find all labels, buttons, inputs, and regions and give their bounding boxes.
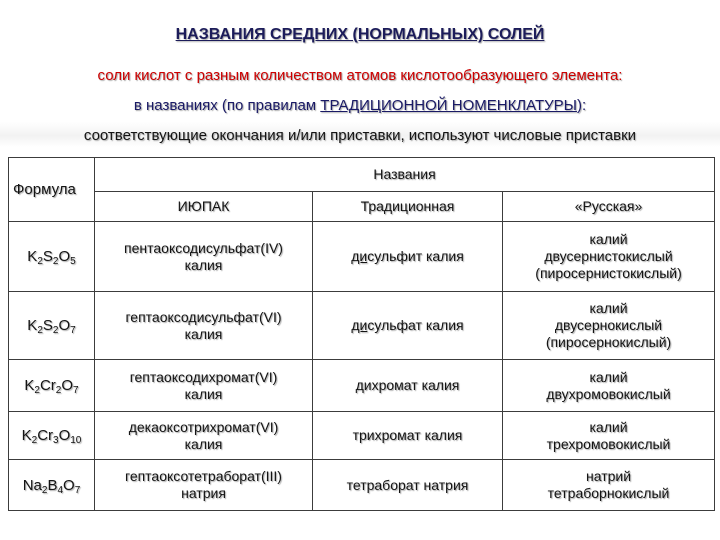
iupac-name: гептаоксотетраборат(III): [125, 468, 282, 484]
formula-element: O: [58, 427, 71, 444]
iupac-name: гептаоксодихромат(VI): [129, 368, 278, 385]
column-header-russian: «Русская»: [503, 192, 715, 222]
iupac-name-cell: [95, 412, 313, 460]
traditional-name-cell: [313, 292, 503, 360]
russian-name-line: (пиросернистокислый): [535, 265, 682, 281]
table-row: [9, 360, 715, 412]
formula-element: O: [61, 377, 74, 394]
formula-element: K: [24, 377, 35, 394]
iupac-name: пентаоксодисульфат(IV): [124, 239, 283, 256]
formula-element: O: [63, 476, 75, 494]
formula-index: 7: [73, 385, 79, 396]
table-row: [9, 222, 715, 292]
formula-cell: [9, 360, 95, 412]
formula-element: K: [27, 317, 38, 334]
formula-index: 7: [74, 484, 81, 496]
iupac-name: гептаоксодисульфат(VI): [125, 308, 282, 325]
formula-index: 2: [55, 385, 62, 396]
russian-name-line: калий: [589, 231, 628, 247]
iupac-name-cell: [95, 222, 313, 292]
traditional-name: сульфит калия: [367, 248, 464, 264]
formula-element: S: [42, 248, 53, 265]
russian-name-line: калий: [589, 300, 628, 316]
russian-name-line: тетраборнокислый: [547, 485, 670, 501]
russian-name-line: трехромовокислый: [546, 435, 671, 452]
traditional-prefix: ди: [351, 317, 368, 333]
formula-index: 7: [70, 325, 76, 336]
iupac-name-cation: калия: [184, 435, 223, 452]
formula-index: 3: [53, 435, 59, 446]
formula-header: Формула: [9, 158, 95, 222]
formula-cell: [9, 222, 95, 292]
formula-cell: [9, 412, 95, 460]
russian-name-cell: [503, 292, 715, 360]
iupac-name-cation: калия: [184, 325, 223, 342]
subtitle-acids: соли кислот с разным количеством атомов кислотообразующего элемента:: [97, 67, 623, 84]
formula-element: O: [58, 248, 71, 265]
subtitle-prefixes: соответствующие окончания и/или приставки, используют числовые приставки: [83, 127, 637, 144]
russian-name-line: двухромовокислый: [546, 385, 671, 402]
formula-index: 2: [37, 325, 43, 336]
formula-index: 2: [37, 256, 43, 267]
traditional-name-cell: [313, 222, 503, 292]
formula-element: Cr: [37, 427, 54, 444]
formula-index: 2: [52, 256, 59, 267]
column-header-iupac: ИЮПАК: [95, 192, 313, 222]
russian-name-line: (пиросернокислый): [545, 334, 672, 350]
table-row: [9, 412, 715, 460]
traditional-name: дихромат калия: [313, 360, 503, 412]
traditional-name: сульфат калия: [367, 317, 464, 333]
formula-index: 2: [52, 325, 59, 336]
formula-index: 10: [70, 435, 82, 446]
traditional-name: трихромат калия: [313, 412, 503, 460]
formula-index: 4: [57, 484, 64, 496]
formula-index: 5: [70, 256, 76, 267]
iupac-name-cell: [95, 460, 313, 511]
page-title: НАЗВАНИЯ СРЕДНИХ (НОРМАЛЬНЫХ) СОЛЕЙ: [175, 26, 545, 43]
russian-name-cell: [503, 222, 715, 292]
russian-name-cell: [503, 360, 715, 412]
russian-name-line: калий: [589, 418, 628, 435]
table-row: [9, 292, 715, 360]
formula-index: 2: [31, 435, 38, 446]
russian-name-line: натрий: [585, 468, 632, 484]
formula-index: 2: [41, 484, 48, 496]
subtitle-nomenclature-prefix: в названиях (по правилам: [133, 97, 321, 114]
traditional-name: тетраборат натрия: [313, 460, 503, 511]
iupac-name-cation: натрия: [181, 485, 226, 501]
formula-element: Na: [22, 476, 42, 494]
subtitle-nomenclature-suffix: ):: [576, 97, 587, 114]
names-header: Названия: [95, 158, 715, 192]
formula-element: B: [47, 476, 58, 494]
iupac-name-cation: калия: [184, 385, 223, 402]
formula-element: K: [21, 427, 32, 444]
table-row: [9, 460, 715, 511]
formula-cell: [9, 292, 95, 360]
formula-element: K: [27, 248, 38, 265]
russian-name-cell: [503, 412, 715, 460]
formula-cell: [9, 460, 95, 511]
russian-name-line: двусернокислый: [554, 317, 663, 333]
subtitle-nomenclature-term: ТРАДИЦИОННОЙ НОМЕНКЛАТУРЫ: [320, 97, 577, 114]
iupac-name-cation: калия: [184, 256, 223, 273]
subtitle-nomenclature: [0, 97, 720, 114]
salts-table: [8, 157, 715, 511]
iupac-name-cell: [95, 292, 313, 360]
formula-element: S: [42, 317, 53, 334]
formula-index: 2: [34, 385, 40, 396]
formula-element: Cr: [39, 377, 56, 394]
russian-name-cell: [503, 460, 715, 511]
traditional-prefix: ди: [351, 248, 368, 264]
russian-name-line: калий: [589, 368, 628, 385]
iupac-name: декаоксотрихромат(VI): [128, 418, 279, 435]
iupac-name-cell: [95, 360, 313, 412]
formula-element: O: [58, 317, 71, 334]
russian-name-line: двусернистокислый: [544, 248, 673, 264]
column-header-traditional: Традиционная: [313, 192, 503, 222]
